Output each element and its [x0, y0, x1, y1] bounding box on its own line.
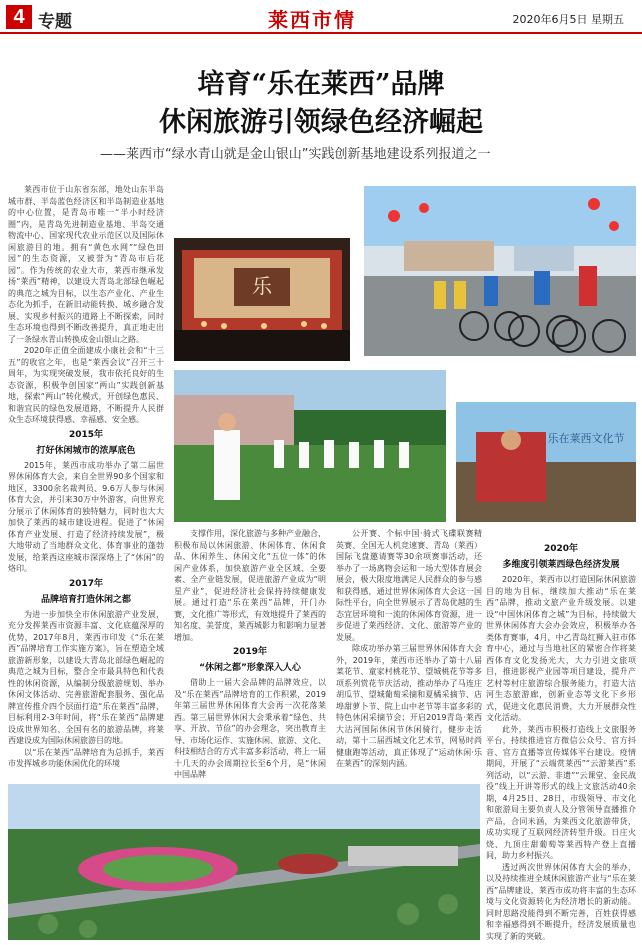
section-heading: 多维度引领莱西绿色经济发展: [502, 560, 620, 570]
tai-chi-photo: [174, 370, 446, 522]
cycling-event-photo: [364, 186, 636, 356]
article-column-1: [8, 184, 164, 774]
section-heading: “休闲之都”形象深入人心: [199, 663, 301, 673]
paragraph: 除成功举办第三届世界休闲体育大会外，2019年，莱西市还举办了第十八届菜花节、童家村桃花节、望城桃花节等多项系列赏花节庆活动，推动举办了马连庄胡瓜节、望城葡萄采摘和夏橘采摘节、店埠甜萝卜节、院上山中老节等丰富多彩的特色休闲采摘节会；开启2019青岛·莱西大沽河国际休闲节休闲骑行，健步走活动，第十二届西城文化艺术节，网易时尚健康跑等活动，真正体现了“运动休闲·乐在莱西”的深刻内涵。: [336, 644, 482, 768]
issue-date: 2020年6月5日 星期五: [512, 13, 624, 26]
section-year: 2015年: [68, 429, 104, 440]
section-heading: 品牌培育打造休闲之都: [40, 594, 131, 605]
section-name: 专题: [38, 12, 72, 32]
paragraph: 2020年正值全面建成小康社会和“十三五”的收官之年，也是“莱西会议”召开三十周年，为实现突破发展，我市依托良好的生态资源，积极争创国家“两山”实践创新基地，探索“两山”转化模式，开创绿色惠民、和谐宜民的绿色发展道路，不断提升人民群众生态环境获得感、幸福感、安全感。: [8, 346, 164, 424]
paragraph: 此外，莱西市积极打造线上文旅服务平台，持续推进官方微信公众号、官方抖音、官方直播等宣传媒体平台建设。疫情期间，开展了“云端赏莱西”“云游莱西”系列活动，以“云游、非遗”“云课堂、金民战役”线上开讲等形式的线上文旅活动40余期，4月25日、28日，市级领导、市文化和旅游局主要负责人及分管领导直播推介产品，合同米涵，为莱西文化旅游带货，成功实现了互联网经济转型升级。日庄火烧、九顶庄甜葡萄等莱西特产登上直播间，助力乡村振兴。: [486, 724, 636, 860]
paragraph: 莱西市位于山东省东部，地处山东半岛城市群、半岛蓝色经济区和半岛制造业基地的中心位置，是青岛市唯一“半小时经济圈”内，是青岛先进制造业基地、半岛交通物流中心、国家现代农业示范区以及国际休闲旅游目的地。拥有“黄色水网”“绿色田园”的生态资源，又被誉为“青岛市后花园”。作为传统的农业大市，莱西市继承发扬“莱西”精神，以建设大青岛北部绿色崛起的典范之城为目标，以生态产业化、产业生态化为抓手，在新旧动能转换、城乡融合发展、实现乡村振兴的道路上不断探索，同时生态环境也得到不断改善提升，真正地走出了一条绿水青山转换成金山银山之路。: [8, 185, 164, 344]
stage-illustration: [174, 238, 350, 361]
section-year: 2017年: [68, 578, 104, 589]
paragraph: 借助上一届大会品牌的品牌效应，以及“乐在莱西”品牌培育的工作积累，2019年第三届世界休闲体育大会再一次花落莱西。第三届世界休闲大会秉承着“绿色、共享、开放、节俭”的办会理念，突出教育主导、市场化运作、实施休闲、旅游、文化、科技相结合的方式丰富多彩活动，将上一届十几天的办会周期拉长至6个月，是“休闲中国品牌: [174, 678, 326, 778]
page-header: [0, 0, 642, 34]
tai-chi-illustration: [174, 370, 446, 522]
headline-line-1: 培育“乐在莱西”品牌: [197, 69, 445, 100]
paragraph: 以“乐在莱西”品牌培育为总抓手，莱西市发挥城乡功能休闲优化的环境: [8, 747, 164, 768]
page-number: 4: [6, 5, 32, 29]
article-column-3: [336, 528, 482, 778]
article-column-4: [486, 540, 636, 940]
aerial-stadium-photo: [8, 784, 480, 940]
paragraph: 2020年，莱西市以打造国际休闲旅游目的地为目标，继续加大推动“乐在莱西”品牌，推动文旅产业升级发展。以建设“中国休闲体育之城”为目标，持续做大世界休闲体育大会办会效应，积极举办各类体育赛事，4月，中乙青岛红狮入驻市体育中心，通过与当地社区的紧密合作将莱西体育文化发扬光大，大力引进文旅项目，推进影视产业园等项目建设，提升产艺村等村庄旅游综合服务能力，打造大沽河生态旅游廊，创新业态等文化下乡形式，促进文化惠民消费，大力开展群众性文化活动。: [486, 575, 636, 722]
stadium-illustration: [8, 784, 480, 940]
paragraph: 为进一步加快全市休闲旅游产业发展，充分发挥莱西市资源丰富、文化底蕴深厚的优势，2017年8月，莱西市印发《“乐在莱西”品牌培育工作实施方案》，旨在塑造全域旅游新形象，以建设大青岛北部绿色崛起的典范之城为目标，整合全市最具特色和代表性的休闲资源，从编制分级旅游规划、举办休闲文体活动、完善旅游配套服务、强化品牌宣传推介四个层面打造“乐在莱西”品牌，目标利用2-3年时间，将“乐在莱西”品牌建设成世界知名、全国有名的旅游品牌，将莱西建设成为国际休闲旅游目的地。: [8, 609, 164, 745]
paragraph: 支撑作用，深化旅游与多种产业融合，积极布局以休闲旅游、休闲体育、休闲食品、休闲养生、休闲文化“五位一体”的休闲产业体系，加快旅游产业全区域、全要素、全产业链发展，促进旅游产业成为“明星产业”，促进经济社会保持持续健康发展。通过打造“乐在莱西”品牌，开门办赛，文化推广等形式，有效地提升了莱西的知名度、美誉度，莱西城影力和影响力显著增加。: [174, 529, 326, 642]
section-heading: 打好休闲城市的浓厚底色: [36, 445, 136, 456]
festival-illustration: [456, 402, 636, 522]
masthead-logo: 莱西市情: [268, 8, 356, 32]
headline-line-2: 休闲旅游引领绿色经济崛起: [159, 107, 483, 138]
cultural-festival-photo: [456, 402, 636, 522]
cycling-illustration: [364, 186, 636, 356]
stage-performance-photo: [174, 238, 350, 361]
stage-character: 乐: [252, 274, 272, 298]
section-year: 2020年: [543, 544, 579, 554]
paragraph: 公开赛、个标中国·骑式飞碟联赛精英赛、全国无人机竞速赛、青岛（莱西）国际飞盘邀请赛等30余项赛事活动，还举办了一场离物会运和一场大型体育展会展会，极大限度地满足人民群众的参与感和获得感，通过世界休闲体育大会这一国际性平台，向全世界展示了青岛优越的生态宜居环境和一流的休闲体育资源，进一步促进了莱西经济、文化、旅游等产业的发展。: [336, 529, 482, 642]
paragraph: 2015年，莱西市成功举办了第二届世界休闲体育大会，来自全世界90多个国家和地区，3300余名裁判员、9.6万人参与休闲体育大会，并引来30万中外游客，向世界充分展示了休闲体育的独特魅力，同时也大大加快了莱西的城市建设进程。促进了“休闲体育产业发展、打造了经济持续发展”，极大地带动了当地群众文化、体育事业的蓬勃发展，给莱西这座城市深深烙上了“休闲”的烙印。: [8, 460, 164, 573]
section-year: 2019年: [232, 647, 268, 657]
subtitle: ——莱西市“绿水青山就是金山银山”实践创新基地建设系列报道之一: [100, 147, 491, 162]
banner-text: 乐在莱西文化节: [547, 432, 625, 445]
article-column-2: [174, 528, 326, 778]
paragraph: 透过两次世界休闲体育大会的举办，以及持续推进全域休闲旅游产业与“乐在莱西”品牌建设，莱西市成功将丰富的生态环境与文化资源转化为经济增长的新动能。同时思路没能得到不断完善，百姓获得感和幸福感得到不断提升，经济发展质量也实现了新的突破。: [486, 862, 636, 940]
